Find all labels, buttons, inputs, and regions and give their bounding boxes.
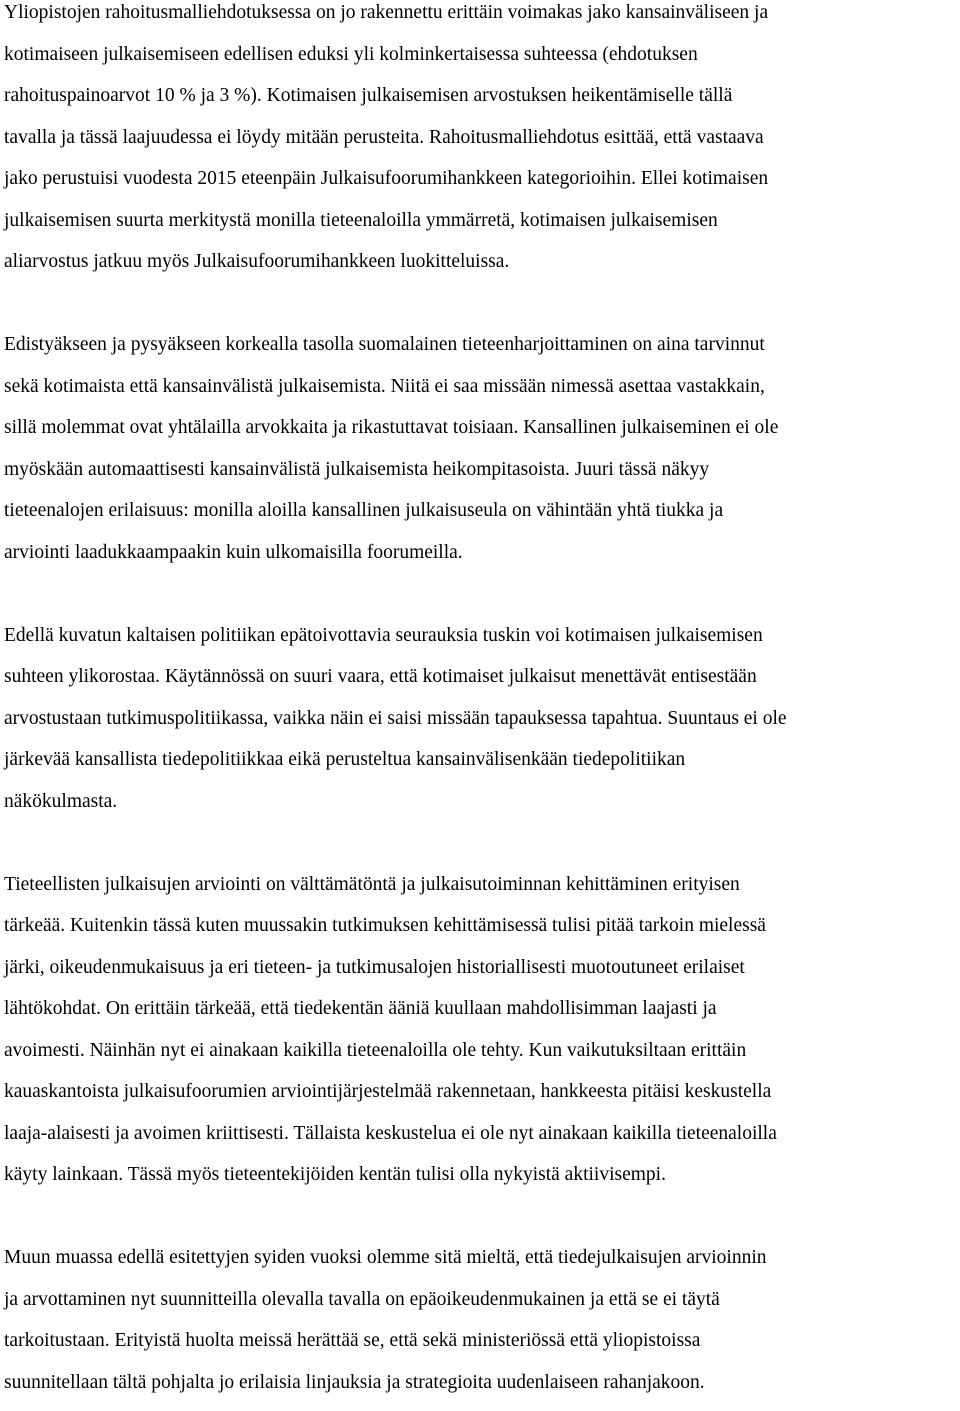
paragraph-1 xyxy=(4,0,958,283)
text-line: jako perustuisi vuodesta 2015 eteenpäin Julkaisufoorumihankkeen kategorioihin. Ellei kotimaisen xyxy=(4,168,769,189)
text-line: arvostustaan tutkimuspolitiikassa, vaikka näin ei saisi missään tapauksessa tapahtua. Suuntaus ei ole xyxy=(4,707,787,729)
text-line: julkaisemisen suurta merkitystä monilla tieteenaloilla ymmärretä, kotimaisen julkaisemisen xyxy=(4,209,718,231)
text-line: näkökulmasta. xyxy=(4,790,118,812)
text-line: suhteen ylikorostaa. Käytännössä on suuri vaara, että kotimaiset julkaisut menettävät entisestään xyxy=(4,666,757,687)
text-line: sillä molemmat ovat yhtälailla arvokkaita ja rikastuttavat toisiaan. Kansallinen julkaiseminen ei ole xyxy=(4,417,779,438)
paragraph-4 xyxy=(4,864,958,1196)
text-line: kauaskantoista julkaisufoorumien arviointijärjestelmää rakennetaan, hankkeesta pitäisi keskustella xyxy=(4,1081,772,1102)
text-line: tavalla ja tässä laajuudessa ei löydy mitään perusteita. Rahoitusmalliehdotus esittää, että vastaava xyxy=(4,126,764,148)
text-line: käyty lainkaan. Tässä myös tieteentekijöiden kentän tulisi olla nykyistä aktiivisempi. xyxy=(4,1164,666,1185)
text-line: aliarvostus jatkuu myös Julkaisufoorumihankkeen luokitteluissa. xyxy=(4,251,510,272)
text-line: lähtökohdat. On erittäin tärkeää, että tiedekentän ääniä kuullaan mahdollisimman laajasti ja xyxy=(4,998,717,1019)
text-line: tieteenalojen erilaisuus: monilla aloilla kansallinen julkaisuseula on vähintään yhtä tiukka ja xyxy=(4,500,724,521)
text-line: Edellä kuvatun kaltaisen politiikan epätoivottavia seurauksia tuskin voi kotimaisen julkaisemisen xyxy=(4,624,763,646)
paragraph-5 xyxy=(4,1237,958,1403)
text-line: laaja-alaisesti ja avoimen kriittisesti. Tällaista keskustelua ei ole nyt ainakaan kaikilla tieteenaloilla xyxy=(4,1122,777,1144)
text-line: arviointi laadukkaampaakin kuin ulkomaisilla foorumeilla. xyxy=(4,541,463,563)
text-line: Tieteellisten julkaisujen arviointi on välttämätöntä ja julkaisutoiminnan kehittäminen erityisen xyxy=(4,873,740,895)
paragraph-2 xyxy=(4,324,958,573)
text-line: avoimesti. Näinhän nyt ei ainakaan kaikilla tieteenaloilla ole tehty. Kun vaikutuksiltaan erittäin xyxy=(4,1039,747,1061)
text-line: kotimaiseen julkaisemiseen edellisen eduksi yli kolminkertaisessa suhteessa (ehdotuksen xyxy=(4,43,698,65)
text-line: ja arvottaminen nyt suunnitteilla olevalla tavalla on epäoikeudenmukainen ja että se ei täytä xyxy=(4,1288,720,1310)
text-line: rahoituspainoarvot 10 % ja 3 %). Kotimaisen julkaisemisen arvostuksen heikentämiselle tällä xyxy=(4,85,733,106)
text-line: Edistyäkseen ja pysyäkseen korkealla tasolla suomalainen tieteenharjoittaminen on aina tarvinnut xyxy=(4,334,765,355)
text-line: suunnitellaan tältä pohjalta jo erilaisia linjauksia ja strategioita uudenlaiseen rahanjakoon. xyxy=(4,1371,705,1393)
text-line: Muun muassa edellä esitettyjen syiden vuoksi olemme sitä mieltä, että tiedejulkaisujen arvioinnin xyxy=(4,1247,767,1268)
text-line: Yliopistojen rahoitusmalliehdotuksessa on jo rakennettu erittäin voimakas jako kansainväliseen ja xyxy=(4,2,769,23)
text-line: tarkoitustaan. Erityistä huolta meissä herättää se, että sekä ministeriössä että yliopistoissa xyxy=(4,1330,701,1351)
paragraph-3 xyxy=(4,615,958,823)
text-line: myöskään automaattisesti kansainvälistä julkaisemista heikompitasoista. Juuri tässä näkyy xyxy=(4,458,710,480)
text-line: tärkeää. Kuitenkin tässä kuten muussakin tutkimuksen kehittämisessä tulisi pitää tarkoin mielessä xyxy=(4,915,766,936)
text-line: järkevää kansallista tiedepolitiikkaa eikä perusteltua kansainvälisenkään tiedepolitiikan xyxy=(4,749,686,770)
text-line: sekä kotimaista että kansainvälistä julkaisemista. Niitä ei saa missään nimessä asettaa vastakkain, xyxy=(4,375,765,397)
text-line: järki, oikeudenmukaisuus ja eri tieteen- ja tutkimusalojen historiallisesti muotoutuneet erilaiset xyxy=(4,956,745,978)
